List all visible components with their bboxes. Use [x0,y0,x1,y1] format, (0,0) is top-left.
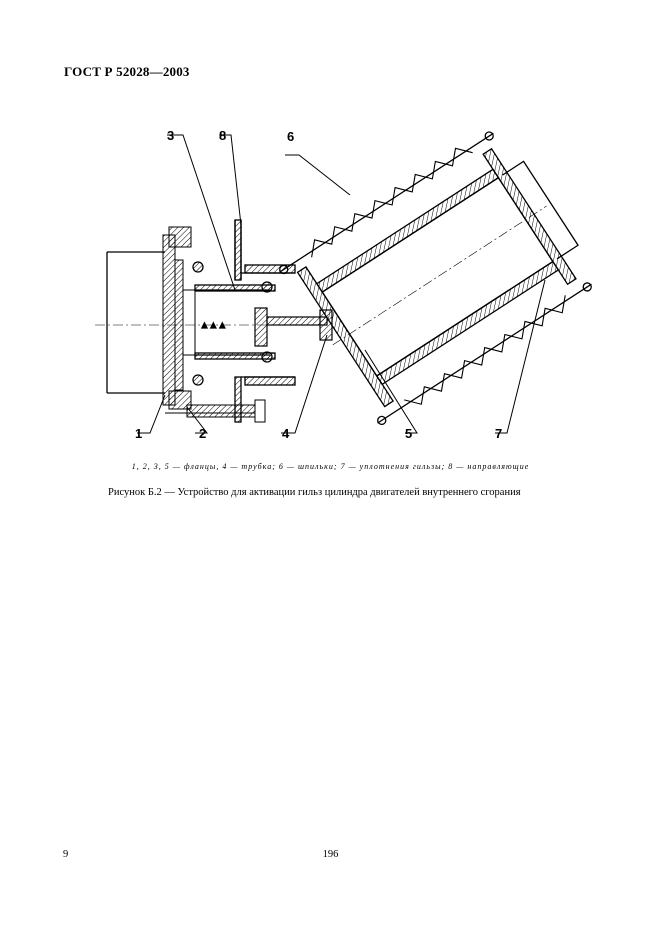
callout-4: 4 [282,426,290,441]
cylinder-sleeve [275,121,595,430]
page-number-center: 196 [322,849,339,860]
callout-5: 5 [405,426,413,441]
document-header: ГОСТ Р 52028—2003 [64,64,190,79]
tube-4 [200,308,332,346]
callout-1: 1 [135,426,143,441]
callout-2: 2 [199,426,207,441]
callout-7: 7 [495,426,503,441]
callout-6: 6 [287,129,295,144]
callout-3: 3 [167,128,175,143]
callout-8: 8 [219,128,227,143]
svg-text:▲▲▲: ▲▲▲ [200,320,227,330]
figure-caption: Рисунок Б.2 — Устройство для активации гильз цилиндра двигателей внутреннего сгорания [108,487,521,498]
page-number-left: 9 [63,849,69,860]
technical-drawing [95,95,595,450]
figure-legend: 1, 2, 3, 5 — фланцы, 4 — трубка; 6 — шпильки; 7 — уплотнения гильзы; 8 — направляющие [131,462,530,471]
